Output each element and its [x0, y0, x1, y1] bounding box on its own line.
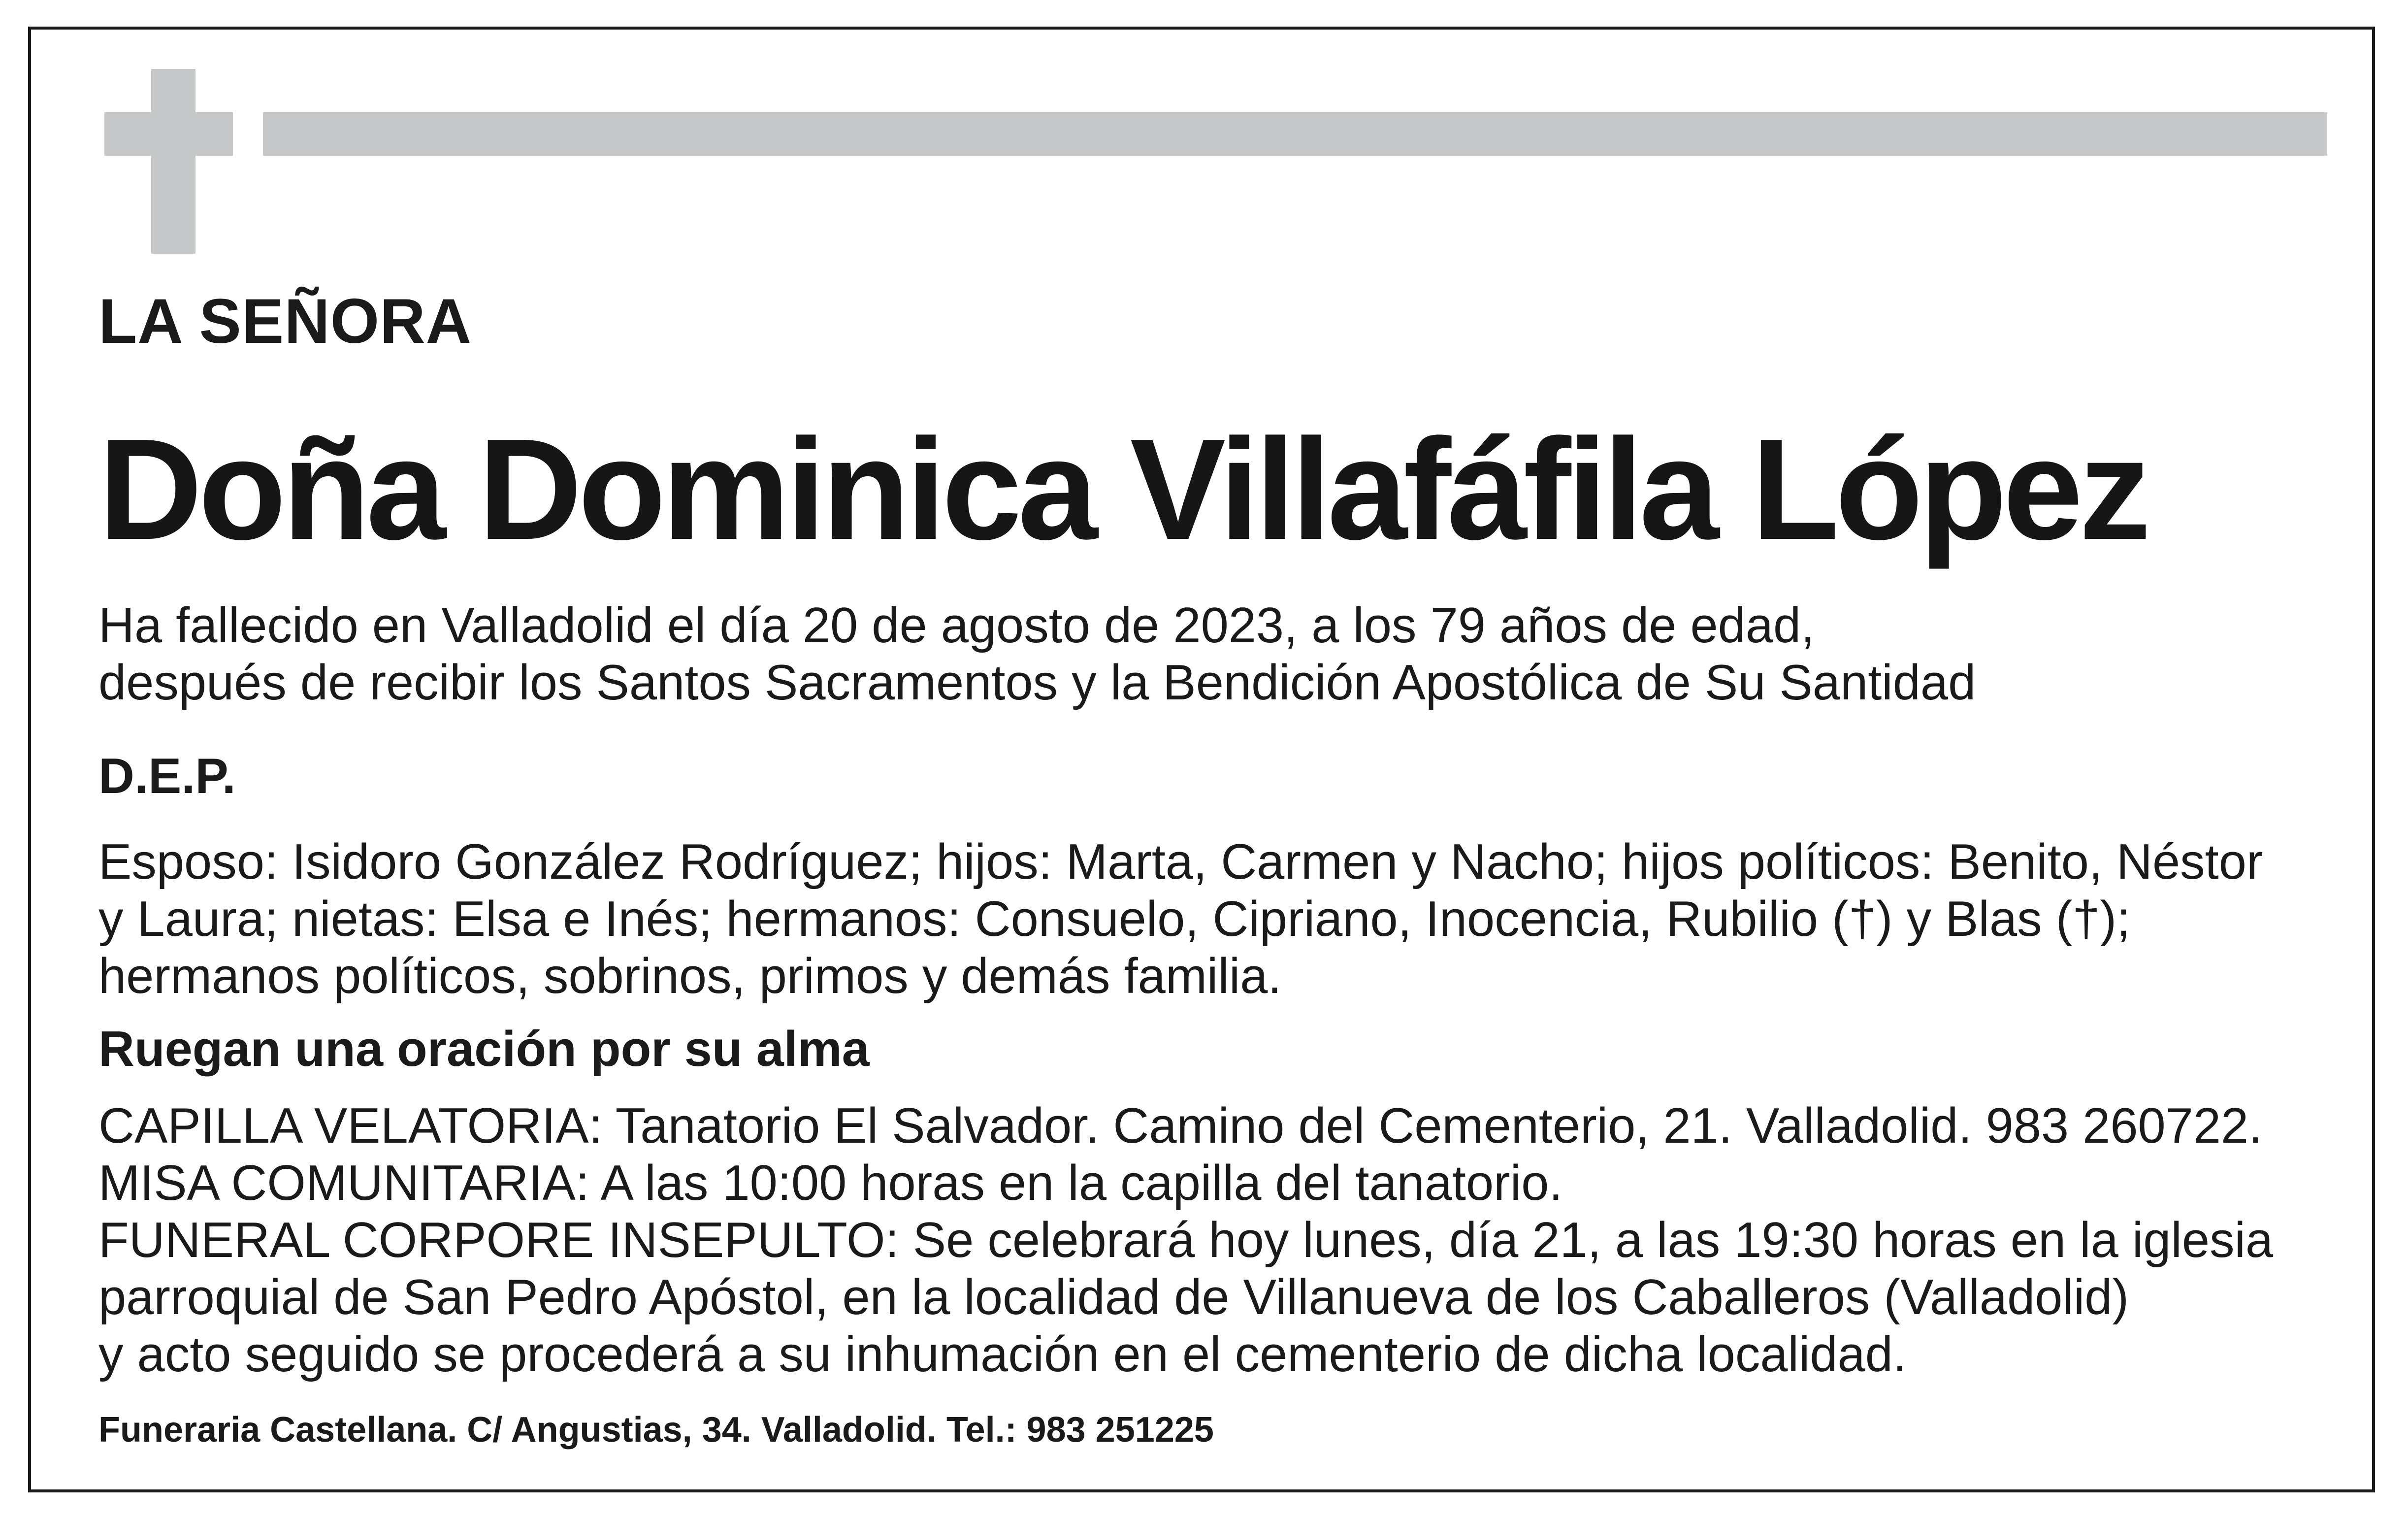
family-line: hermanos políticos, sobrinos, primos y demás familia. — [98, 949, 1282, 1004]
family-line: Esposo: Isidoro González Rodríguez; hijos: Marta, Carmen y Nacho; hijos políticos: Benito, Néstor — [98, 834, 2263, 890]
announcement-line: después de recibir los Santos Sacramentos y la Bendición Apostólica de Su Santidad — [98, 655, 1976, 710]
service-details — [98, 1097, 2273, 1383]
service-line: y acto seguido se procederá a su inhumación en el cementerio de dicha localidad. — [98, 1327, 1907, 1382]
service-line: FUNERAL CORPORE INSEPULTO: Se celebrará hoy lunes, día 21, a las 19:30 horas en la iglesia — [98, 1213, 2274, 1268]
rip-abbreviation: D.E.P. — [98, 749, 236, 804]
service-line: MISA COMUNITARIA: A las 10:00 horas en la capilla del tanatorio. — [98, 1156, 1563, 1211]
prayer-request: Ruegan una oración por su alma — [98, 1022, 870, 1077]
header-divider-bar — [263, 112, 2327, 156]
family-line: y Laura; nietas: Elsa e Inés; hermanos: Consuelo, Cipriano, Inocencia, Rubilio (†) y Blas (†); — [98, 892, 2131, 947]
service-line: parroquial de San Pedro Apóstol, en la localidad de Villanueva de los Caballeros (Valladolid) — [98, 1270, 2129, 1325]
announcement-line: Ha fallecido en Valladolid el día 20 de agosto de 2023, a los 79 años de edad, — [98, 598, 1815, 653]
deceased-name: Doña Dominica Villafáfila López — [98, 409, 2147, 569]
family-list — [98, 833, 2263, 1005]
honorific-title: LA SEÑORA — [98, 286, 472, 357]
cross-icon-arm — [104, 112, 233, 156]
funeral-home-footer: Funeraria Castellana. C/ Angustias, 34. Valladolid. Tel.: 983 251225 — [98, 1410, 1214, 1450]
death-announcement — [98, 597, 1976, 711]
service-line: CAPILLA VELATORIA: Tanatorio El Salvador. Camino del Cementerio, 21. Valladolid. 983 260722. — [98, 1098, 2263, 1154]
cross-icon — [151, 69, 195, 254]
